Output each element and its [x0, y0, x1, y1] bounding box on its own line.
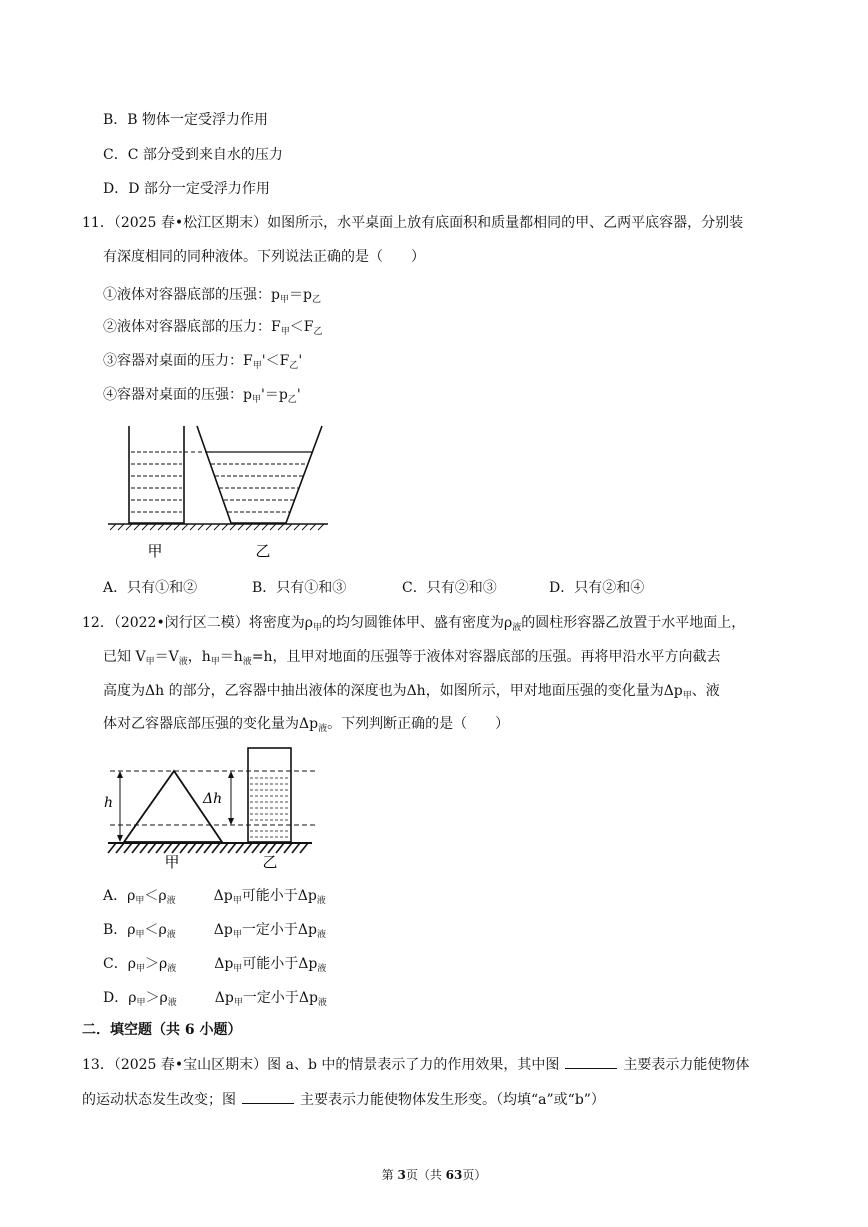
q13-stem-line1: 13．（2025 春•宝山区期末）图 a、b 中的情景表示了力的作用效果，其中图 主要表示力能使物体 — [82, 1054, 749, 1075]
q11-statement-2: ②液体对容器底部的压力：$F_甲<F_乙$ — [103, 319, 323, 337]
q11-containers-figure — [100, 420, 340, 565]
q12-option-b: B．$\rho_甲<\rho_液$ $\Delta p_甲$一定小于$\Delta p_液$ — [103, 922, 326, 940]
q12-stem-line1: 12．（2022•闵行区二模）将密度为$\rho_甲$的均匀圆锥体甲、盛有密度为$\rho_液$的圆柱形容器乙放置于水平地面上， — [82, 615, 746, 633]
q11-stem-line1: 11．（2025 春•松江区期末）如图所示，水平桌面上放有底面积和质量都相同的甲、乙两平底容器，分别装 — [82, 215, 744, 231]
section-heading-fill-blank: 二．填空题（共 6 小题） — [82, 1022, 242, 1038]
q12-option-d: D．$\rho_甲>\rho_液$ $\Delta p_甲$一定小于$\Delta p_液$ — [103, 990, 327, 1008]
q13-blank-2[interactable] — [242, 1089, 294, 1104]
q11-statement-1: ①液体对容器底部的压强：$p_甲=p_乙$ — [103, 287, 321, 305]
q11-option-d: D．只有②和④ — [549, 580, 645, 596]
q13-stem-line2: 的运动状态发生改变；图 主要表示力能使物体发生形变。（均填“a”或“b”） — [82, 1089, 605, 1110]
q12-label-jia: 甲 — [164, 853, 180, 871]
q12-option-c: C．$\rho_甲>\rho_液$ $\Delta p_甲$可能小于$\Delta p_液$ — [103, 956, 327, 974]
q10-option-c: C．C 部分受到来自水的压力 — [103, 147, 283, 163]
q13-blank-1[interactable] — [565, 1054, 617, 1069]
q12-label-delta-h: Δh — [203, 791, 223, 807]
q12-option-a: A．$\rho_甲<\rho_液$ $\Delta p_甲$可能小于$\Delta p_液$ — [103, 888, 326, 906]
q12-stem-line2: 已知 $V_甲=V_液$，$h_甲=h_液=h$，且甲对地面的压强等于液体对容器底部的压强。再将甲沿水平方向截去 — [103, 649, 721, 667]
q11-statement-3: ③容器对桌面的压力：$F_甲'<F_乙'$ — [103, 353, 303, 371]
q10-option-b: B．B 物体一定受浮力作用 — [103, 112, 269, 128]
q11-option-b: B．只有①和③ — [252, 580, 347, 596]
q12-label-h: h — [104, 795, 114, 811]
q11-stem-line2: 有深度相同的同种液体。下列说法正确的是（ ） — [103, 249, 425, 265]
q12-label-yi: 乙 — [262, 853, 278, 871]
q12-stem-line3: 高度为Δh 的部分，乙容器中抽出液体的深度也为Δh，如图所示，甲对地面压强的变化量为$\Delta p_甲$、液 — [103, 683, 720, 701]
q10-option-d: D．D 部分一定受浮力作用 — [103, 181, 270, 197]
q12-stem-line4: 体对乙容器底部压强的变化量为$\Delta p_液$。下列判断正确的是（ ） — [103, 716, 510, 734]
q12-cone-cylinder-figure — [100, 745, 330, 875]
q11-statement-4: ④容器对桌面的压强：$p_甲'=p_乙'$ — [103, 387, 301, 405]
q11-label-yi: 乙 — [255, 542, 271, 560]
q11-option-c: C．只有②和③ — [402, 580, 497, 596]
q11-label-jia: 甲 — [147, 542, 163, 560]
q11-option-a: A．只有①和② — [103, 580, 198, 596]
page-footer: 第 3页（共 63页） — [381, 1168, 487, 1182]
